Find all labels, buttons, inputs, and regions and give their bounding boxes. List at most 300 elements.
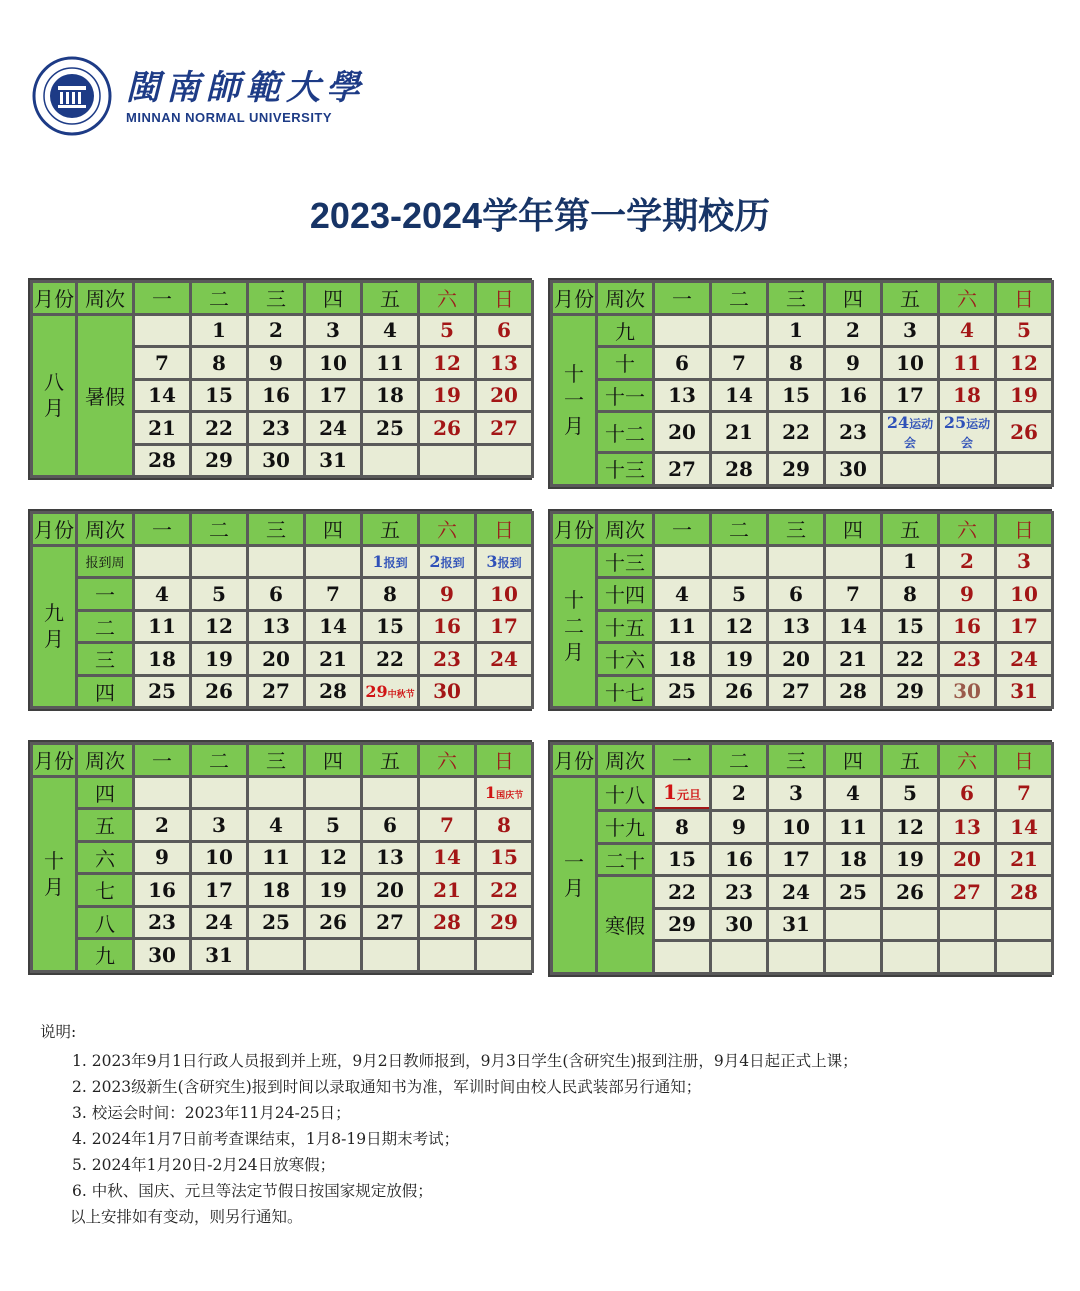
day-cell: 13	[655, 381, 709, 411]
day-cell: 8	[192, 348, 246, 378]
week-row	[553, 413, 1051, 451]
day-cell: 2	[940, 547, 994, 577]
header-day-5: 五	[883, 745, 937, 775]
day-cell: 21	[306, 644, 360, 674]
day-cell: 6	[477, 316, 531, 346]
day-cell: 27	[940, 877, 994, 907]
day-cell: 28	[997, 877, 1051, 907]
day-cell: 4	[249, 810, 303, 840]
day-cell: 6	[655, 348, 709, 378]
day-cell: 16	[940, 612, 994, 642]
day-cell: 10	[306, 348, 360, 378]
day-cell: 9	[826, 348, 880, 378]
day-cell: 17	[477, 612, 531, 642]
day-cell: 26	[883, 877, 937, 907]
university-seal-logo	[32, 56, 112, 136]
day-cell: 20	[249, 644, 303, 674]
day-cell: 7	[712, 348, 766, 378]
day-cell: 4	[826, 778, 880, 810]
week-number: 十四	[598, 579, 652, 609]
empty-cell	[712, 547, 766, 577]
header-day-4: 四	[826, 514, 880, 544]
header-day-5: 五	[883, 283, 937, 313]
week-number: 十二	[598, 413, 652, 451]
day-cell: 3	[997, 547, 1051, 577]
header-day-1: 一	[135, 514, 189, 544]
day-cell: 28	[135, 446, 189, 476]
notes-section	[40, 1020, 1050, 1230]
week-row	[33, 677, 531, 707]
day-cell: 26	[192, 677, 246, 707]
day-cell: 2	[249, 316, 303, 346]
header-day-6: 六	[420, 745, 474, 775]
day-cell: 25	[363, 413, 417, 443]
empty-cell	[655, 942, 709, 972]
day-cell: 28	[306, 677, 360, 707]
day-cell: 17	[306, 381, 360, 411]
day-cell: 20	[363, 875, 417, 905]
week-row	[553, 381, 1051, 411]
week-number: 十六	[598, 644, 652, 674]
empty-cell	[135, 778, 189, 808]
month-grid	[30, 280, 534, 478]
note-item-3: 3. 校运会时间：2023年11月24-25日；	[72, 1104, 351, 1122]
day-cell: 25	[826, 877, 880, 907]
week-number: 四	[78, 677, 132, 707]
header-day-7: 日	[997, 283, 1051, 313]
day-cell: 22	[883, 644, 937, 674]
day-cell: 9	[420, 579, 474, 609]
day-cell: 30	[249, 446, 303, 476]
empty-cell	[769, 547, 823, 577]
day-cell: 30	[826, 454, 880, 484]
day-cell: 18	[655, 644, 709, 674]
week-row	[553, 348, 1051, 378]
day-cell: 10	[192, 843, 246, 873]
day-cell: 12	[997, 348, 1051, 378]
day-cell: 26	[420, 413, 474, 443]
header-day-3: 三	[769, 283, 823, 313]
empty-cell	[363, 940, 417, 970]
day-cell: 30	[420, 677, 474, 707]
header-day-5: 五	[363, 283, 417, 313]
week-row	[33, 579, 531, 609]
header-day-1: 一	[135, 283, 189, 313]
day-cell: 1报到	[363, 547, 417, 577]
empty-cell	[420, 940, 474, 970]
day-cell: 29	[769, 454, 823, 484]
day-cell: 14	[712, 381, 766, 411]
empty-cell	[420, 446, 474, 476]
day-cell: 12	[306, 843, 360, 873]
week-number: 七	[78, 875, 132, 905]
day-cell: 6	[249, 579, 303, 609]
week-number: 十八	[598, 778, 652, 810]
day-cell: 19	[997, 381, 1051, 411]
day-cell: 21	[712, 413, 766, 451]
day-cell: 3	[306, 316, 360, 346]
day-cell: 5	[306, 810, 360, 840]
week-row	[553, 454, 1051, 484]
day-cell: 29	[655, 910, 709, 940]
empty-cell	[192, 547, 246, 577]
day-cell: 15	[769, 381, 823, 411]
calendar-december	[548, 509, 1052, 711]
day-cell: 2	[712, 778, 766, 810]
week-number: 六	[78, 843, 132, 873]
header-day-7: 日	[997, 514, 1051, 544]
header-day-6: 六	[420, 283, 474, 313]
week-row	[33, 612, 531, 642]
day-cell: 12	[192, 612, 246, 642]
calendar-october	[28, 740, 532, 975]
day-cell: 23	[940, 644, 994, 674]
header-month: 月份	[553, 514, 595, 544]
header-day-7: 日	[477, 283, 531, 313]
day-cell: 29中秋节	[363, 677, 417, 707]
day-cell: 11	[940, 348, 994, 378]
week-number: 寒假	[598, 877, 652, 972]
month-label: 十 二 月	[553, 547, 595, 707]
week-row	[33, 547, 531, 577]
header-day-2: 二	[712, 283, 766, 313]
day-cell: 24	[306, 413, 360, 443]
week-number: 二十	[598, 845, 652, 875]
week-row	[33, 778, 531, 808]
note-item-1: 1. 2023年9月1日行政人员报到并上班，9月2日教师报到，9月3日学生(含研究生)报到注册，9月4日起正式上课；	[72, 1052, 858, 1070]
header-month: 月份	[33, 745, 75, 775]
empty-cell	[997, 910, 1051, 940]
day-cell: 18	[249, 875, 303, 905]
day-cell: 30	[135, 940, 189, 970]
day-cell: 1国庆节	[477, 778, 531, 808]
week-number: 三	[78, 644, 132, 674]
week-row	[553, 644, 1051, 674]
week-number: 四	[78, 778, 132, 808]
week-number: 十三	[598, 547, 652, 577]
day-cell: 24运动会	[883, 413, 937, 451]
week-row	[33, 316, 531, 346]
day-cell: 18	[363, 381, 417, 411]
empty-cell	[826, 910, 880, 940]
day-cell: 9	[712, 812, 766, 842]
empty-cell	[655, 316, 709, 346]
header-day-2: 二	[192, 745, 246, 775]
calendar-november	[548, 278, 1052, 489]
day-cell: 3报到	[477, 547, 531, 577]
day-cell: 21	[997, 845, 1051, 875]
note-item-5: 5. 2024年1月20日-2月24日放寒假；	[72, 1156, 336, 1174]
header-day-6: 六	[420, 514, 474, 544]
calendar-september	[28, 509, 532, 711]
day-cell: 3	[883, 316, 937, 346]
header-day-3: 三	[249, 514, 303, 544]
day-cell: 27	[655, 454, 709, 484]
university-name-en: MINNAN NORMAL UNIVERSITY	[126, 109, 333, 125]
day-cell: 5	[712, 579, 766, 609]
day-cell: 8	[883, 579, 937, 609]
empty-cell	[249, 547, 303, 577]
day-cell: 14	[997, 812, 1051, 842]
week-row	[553, 547, 1051, 577]
header-week: 周次	[598, 283, 652, 313]
note-item-6: 6. 中秋、国庆、元旦等法定节假日按国家规定放假；	[72, 1182, 433, 1200]
day-cell: 24	[997, 644, 1051, 674]
day-cell: 31	[997, 677, 1051, 707]
empty-cell	[997, 454, 1051, 484]
header-day-7: 日	[477, 514, 531, 544]
day-cell: 21	[420, 875, 474, 905]
day-cell: 16	[712, 845, 766, 875]
month-label: 十 一 月	[553, 316, 595, 484]
day-cell: 19	[883, 845, 937, 875]
empty-cell	[135, 547, 189, 577]
day-cell: 1	[883, 547, 937, 577]
day-cell: 8	[655, 812, 709, 842]
day-cell: 31	[192, 940, 246, 970]
empty-cell	[135, 316, 189, 346]
week-number: 一	[78, 579, 132, 609]
day-cell: 28	[712, 454, 766, 484]
week-number: 十	[598, 348, 652, 378]
day-cell: 22	[655, 877, 709, 907]
day-cell: 31	[306, 446, 360, 476]
day-cell: 4	[655, 579, 709, 609]
week-number: 十九	[598, 812, 652, 842]
header-day-6: 六	[940, 514, 994, 544]
day-cell: 27	[249, 677, 303, 707]
day-cell: 14	[306, 612, 360, 642]
header-day-6: 六	[940, 283, 994, 313]
day-cell: 13	[477, 348, 531, 378]
week-row	[33, 843, 531, 873]
day-cell: 11	[826, 812, 880, 842]
week-row	[33, 810, 531, 840]
day-cell: 29	[883, 677, 937, 707]
header-day-3: 三	[249, 745, 303, 775]
empty-cell	[306, 940, 360, 970]
day-cell: 6	[940, 778, 994, 810]
week-row	[553, 812, 1051, 842]
header-month: 月份	[553, 745, 595, 775]
day-cell: 10	[997, 579, 1051, 609]
empty-cell	[477, 677, 531, 707]
week-row	[553, 877, 1051, 907]
header-day-1: 一	[655, 514, 709, 544]
header-day-3: 三	[249, 283, 303, 313]
day-cell: 26	[997, 413, 1051, 451]
header-day-2: 二	[712, 745, 766, 775]
day-cell: 14	[420, 843, 474, 873]
header-month: 月份	[33, 283, 75, 313]
header-day-5: 五	[883, 514, 937, 544]
day-cell: 27	[363, 908, 417, 938]
day-cell: 11	[135, 612, 189, 642]
day-cell: 10	[477, 579, 531, 609]
day-cell: 12	[883, 812, 937, 842]
empty-cell	[306, 547, 360, 577]
day-cell: 3	[769, 778, 823, 810]
day-cell: 4	[940, 316, 994, 346]
day-cell: 23	[135, 908, 189, 938]
day-cell: 25	[249, 908, 303, 938]
empty-cell	[940, 910, 994, 940]
day-cell: 10	[769, 812, 823, 842]
month-grid	[550, 511, 1054, 709]
day-cell: 9	[135, 843, 189, 873]
empty-cell	[826, 942, 880, 972]
day-cell: 1元旦	[655, 778, 709, 810]
header-day-4: 四	[306, 283, 360, 313]
day-cell: 20	[655, 413, 709, 451]
day-cell: 28	[420, 908, 474, 938]
empty-cell	[883, 942, 937, 972]
day-cell: 5	[883, 778, 937, 810]
empty-cell	[192, 778, 246, 808]
day-cell: 14	[826, 612, 880, 642]
week-number: 十一	[598, 381, 652, 411]
week-row	[553, 845, 1051, 875]
day-cell: 8	[363, 579, 417, 609]
day-cell: 17	[769, 845, 823, 875]
day-cell: 7	[826, 579, 880, 609]
day-cell: 19	[712, 644, 766, 674]
day-cell: 16	[826, 381, 880, 411]
week-row	[33, 875, 531, 905]
note-item-4: 4. 2024年1月7日前考查课结束，1月8-19日期末考试；	[72, 1130, 460, 1148]
day-cell: 29	[192, 446, 246, 476]
day-cell: 26	[306, 908, 360, 938]
month-label: 八 月	[33, 316, 75, 476]
empty-cell	[883, 910, 937, 940]
day-cell: 24	[769, 877, 823, 907]
day-cell: 7	[135, 348, 189, 378]
empty-cell	[826, 547, 880, 577]
week-row	[33, 940, 531, 970]
empty-cell	[883, 454, 937, 484]
week-row	[553, 612, 1051, 642]
header-day-4: 四	[306, 745, 360, 775]
day-cell: 7	[306, 579, 360, 609]
week-number: 十三	[598, 454, 652, 484]
day-cell: 30	[940, 677, 994, 707]
header-day-2: 二	[712, 514, 766, 544]
day-cell: 24	[477, 644, 531, 674]
month-label: 九 月	[33, 547, 75, 707]
day-cell: 22	[769, 413, 823, 451]
day-cell: 5	[192, 579, 246, 609]
week-row	[33, 908, 531, 938]
week-number: 二	[78, 612, 132, 642]
header-day-5: 五	[363, 514, 417, 544]
day-cell: 17	[192, 875, 246, 905]
empty-cell	[363, 446, 417, 476]
week-number: 十五	[598, 612, 652, 642]
day-cell: 5	[997, 316, 1051, 346]
week-number: 九	[598, 316, 652, 346]
day-cell: 22	[477, 875, 531, 905]
header-day-5: 五	[363, 745, 417, 775]
university-header	[32, 56, 366, 136]
day-cell: 22	[363, 644, 417, 674]
day-cell: 22	[192, 413, 246, 443]
day-cell: 18	[135, 644, 189, 674]
header-day-6: 六	[940, 745, 994, 775]
day-cell: 23	[420, 644, 474, 674]
day-cell: 16	[249, 381, 303, 411]
day-cell: 18	[826, 845, 880, 875]
week-row	[553, 778, 1051, 810]
empty-cell	[997, 942, 1051, 972]
week-number: 报到周	[78, 547, 132, 577]
day-cell: 19	[306, 875, 360, 905]
university-name-cn: 閩南師範大學	[126, 67, 366, 108]
empty-cell	[477, 446, 531, 476]
week-row	[553, 677, 1051, 707]
month-grid	[550, 280, 1054, 487]
day-cell: 12	[712, 612, 766, 642]
empty-cell	[477, 940, 531, 970]
day-cell: 3	[192, 810, 246, 840]
month-label: 一 月	[553, 778, 595, 972]
week-number: 暑假	[78, 316, 132, 476]
day-cell: 24	[192, 908, 246, 938]
day-cell: 25	[655, 677, 709, 707]
day-cell: 20	[940, 845, 994, 875]
day-cell: 17	[883, 381, 937, 411]
day-cell: 16	[135, 875, 189, 905]
day-cell: 19	[420, 381, 474, 411]
day-cell: 20	[477, 381, 531, 411]
day-cell: 11	[655, 612, 709, 642]
day-cell: 13	[940, 812, 994, 842]
day-cell: 4	[135, 579, 189, 609]
week-row	[553, 316, 1051, 346]
header-day-1: 一	[655, 745, 709, 775]
page-title: 2023-2024学年第一学期校历	[309, 195, 771, 236]
day-cell: 5	[420, 316, 474, 346]
day-cell: 27	[769, 677, 823, 707]
empty-cell	[420, 778, 474, 808]
header-month: 月份	[33, 514, 75, 544]
day-cell: 2	[826, 316, 880, 346]
calendar-january	[548, 740, 1052, 977]
empty-cell	[306, 778, 360, 808]
day-cell: 21	[826, 644, 880, 674]
day-cell: 11	[363, 348, 417, 378]
header-day-4: 四	[306, 514, 360, 544]
day-cell: 15	[363, 612, 417, 642]
empty-cell	[655, 547, 709, 577]
header-month: 月份	[553, 283, 595, 313]
day-cell: 25	[135, 677, 189, 707]
day-cell: 23	[826, 413, 880, 451]
header-day-4: 四	[826, 283, 880, 313]
day-cell: 21	[135, 413, 189, 443]
day-cell: 7	[420, 810, 474, 840]
header-week: 周次	[78, 745, 132, 775]
day-cell: 25运动会	[940, 413, 994, 451]
day-cell: 29	[477, 908, 531, 938]
header-day-2: 二	[192, 514, 246, 544]
day-cell: 7	[997, 778, 1051, 810]
empty-cell	[363, 778, 417, 808]
month-grid	[30, 742, 534, 973]
day-cell: 2	[135, 810, 189, 840]
header-week: 周次	[598, 514, 652, 544]
header-day-7: 日	[477, 745, 531, 775]
empty-cell	[712, 316, 766, 346]
